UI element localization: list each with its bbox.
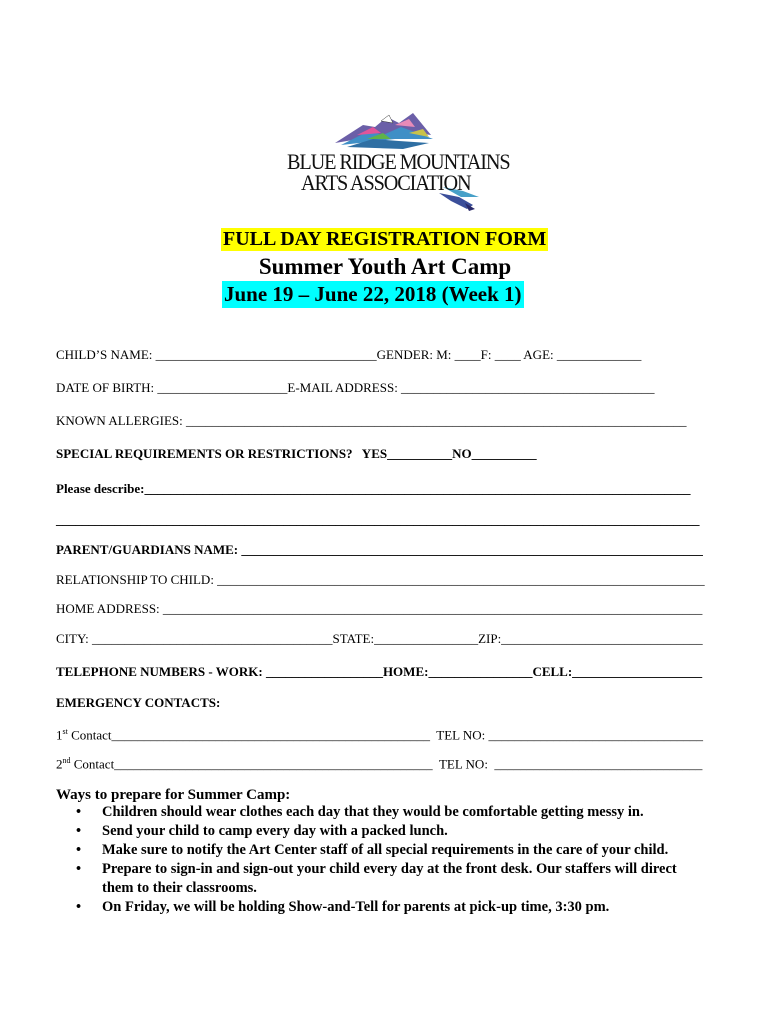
bullet-icon: • <box>76 823 82 839</box>
ways-to-prepare-list <box>56 803 716 917</box>
camp-title: Summer Youth Art Camp <box>258 254 512 279</box>
contact-1-ordinal: st <box>62 727 68 736</box>
contact-2-field[interactable] <box>56 753 702 772</box>
describe-continuation-line[interactable]: ___________________________________________________________________________________________________ <box>56 512 700 527</box>
bullet-icon: • <box>76 804 82 820</box>
contact-2-line: Contact_________________________________________________ TEL NO: ________________________________ <box>70 756 703 772</box>
bullet-icon: • <box>76 861 82 877</box>
list-item <box>56 860 716 898</box>
list-item <box>56 803 716 822</box>
emergency-contacts-heading: EMERGENCY CONTACTS: <box>56 695 221 710</box>
list-item-text: Children should wear clothes each day that they would be comfortable getting messy in. <box>102 804 644 820</box>
parent-name-field[interactable]: PARENT/GUARDIANS NAME: _______________________________________________________________________ <box>56 542 703 557</box>
logo-text-line1: BLUE RIDGE MOUNTAINS <box>287 149 510 174</box>
home-address-field[interactable]: HOME ADDRESS: ___________________________________________________________________________________ <box>56 601 703 616</box>
bullet-icon: • <box>76 842 82 858</box>
contact-2-number: 2 <box>56 756 63 772</box>
relationship-field[interactable]: RELATIONSHIP TO CHILD: ___________________________________________________________________________ <box>56 572 705 587</box>
contact-1-number: 1 <box>56 727 63 743</box>
list-item-text: On Friday, we will be holding Show-and-Tell for parents at pick-up time, 3:30 pm. <box>102 899 610 915</box>
describe-field[interactable]: Please describe:____________________________________________________________________________________ <box>56 481 691 496</box>
bullet-icon: • <box>76 899 82 915</box>
telephone-field[interactable]: TELEPHONE NUMBERS - WORK: __________________HOME:________________CELL:____________________ <box>56 664 703 679</box>
child-name-field[interactable]: CHILD’S NAME: __________________________________GENDER: M: ____F: ____ AGE: _____________ <box>56 347 642 362</box>
list-item <box>56 841 716 860</box>
dob-email-field[interactable]: DATE OF BIRTH: ____________________E-MAIL ADDRESS: _______________________________________ <box>56 380 655 395</box>
ways-to-prepare-title: Ways to prepare for Summer Camp: <box>56 787 291 803</box>
contact-2-ordinal: nd <box>62 756 71 765</box>
allergies-field[interactable]: KNOWN ALLERGIES: _____________________________________________________________________________ <box>56 413 687 428</box>
form-type-title: FULL DAY REGISTRATION FORM <box>223 228 547 250</box>
list-item <box>56 822 716 841</box>
list-item <box>56 898 716 917</box>
special-requirements-field[interactable]: SPECIAL REQUIREMENTS OR RESTRICTIONS? YES__________NO__________ <box>56 446 537 461</box>
logo-text-line2: ARTS ASSOCIATION <box>301 170 471 195</box>
contact-1-field[interactable] <box>56 724 703 743</box>
city-state-zip-field[interactable]: CITY: _____________________________________STATE:________________ZIP:_______________________________ <box>56 631 703 646</box>
camp-dates: June 19 – June 22, 2018 (Week 1) <box>224 282 522 306</box>
list-item-text: Send your child to camp every day with a packed lunch. <box>102 823 448 839</box>
contact-1-line: Contact_________________________________________________ TEL NO: _________________________________ <box>67 727 704 743</box>
list-item-text: Prepare to sign-in and sign-out your child every day at the front desk. Our staffers will direct them to their classrooms. <box>102 861 677 896</box>
list-item-text: Make sure to notify the Art Center staff of all special requirements in the care of your child. <box>102 842 669 858</box>
logo <box>283 105 510 215</box>
